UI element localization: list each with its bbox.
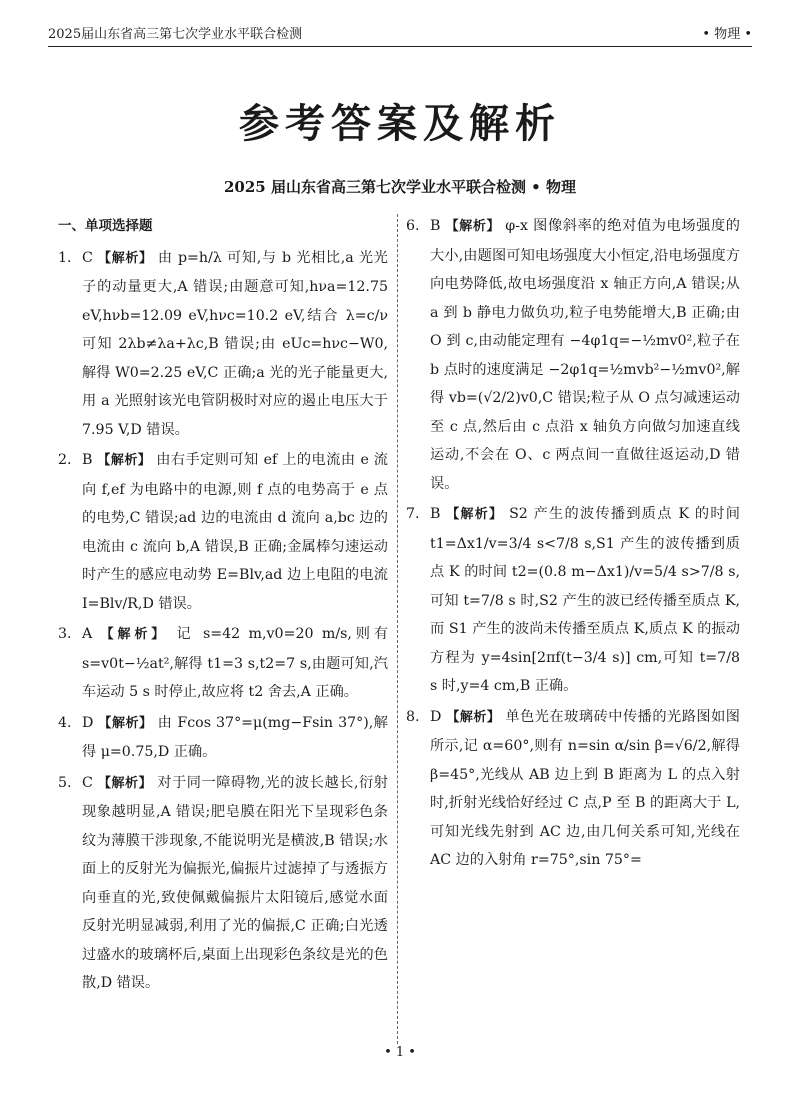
answer-letter: C	[82, 249, 93, 266]
analysis-tag: 【解析】	[97, 775, 153, 791]
question-4	[58, 709, 388, 767]
answer-letter: A	[82, 626, 93, 642]
analysis-tag: 【解析】	[98, 250, 153, 266]
question-number: 4.	[58, 714, 72, 731]
analysis-text: 对于同一障碍物,光的波长越长,衍射现象越明显,A 错误;肥皂膜在阳光下呈现彩色条纹为薄膜干涉现象,不能说明光是横波,B 错误;水面上的反射光为偏振光,偏振片过滤掉了与透振方向垂直的光,致使佩戴偏振片太阳镜后,感觉水面反射光明显减弱,利用了光的偏振,C 正确;白光透过盛水的玻璃杯后,桌面上出现彩色条纹是光的色散,D 错误。	[82, 774, 388, 991]
answer-letter: D	[82, 714, 94, 731]
question-number: 3.	[58, 626, 72, 642]
question-number: 5.	[58, 774, 72, 791]
answer-letter: D	[430, 708, 442, 725]
question-5	[58, 769, 388, 998]
question-number: 8.	[406, 708, 420, 725]
analysis-tag: 【解析】	[445, 219, 501, 234]
question-2	[58, 446, 388, 618]
question-number: 7.	[406, 506, 420, 522]
answer-letter: B	[430, 506, 441, 522]
analysis-tag: 【解析】	[98, 715, 153, 731]
analysis-text: 记 s=42 m,v0=20 m/s,则有 s=v0t−½at²,解得 t1=3 s,t2=7 s,由题可知,汽车运动 5 s 时停止,故应将 t2 舍去,A 正确。	[82, 626, 389, 700]
question-3	[58, 620, 388, 707]
running-header	[48, 14, 752, 47]
right-column	[406, 212, 740, 877]
question-7	[406, 500, 740, 701]
question-number: 6.	[406, 218, 420, 234]
answer-letter: B	[82, 452, 93, 468]
analysis-text: 由 Fcos 37°=μ(mg−Fsin 37°),解得 μ=0.75,D 正确。	[82, 714, 388, 760]
exam-name: 2025届山东省高三第七次学业水平联合检测	[48, 27, 303, 42]
section-heading: 一、单项选择题	[58, 218, 153, 234]
answer-letter: B	[430, 218, 441, 234]
question-1	[58, 244, 388, 445]
analysis-text: 由右手定则可知 ef 上的电流由 e 流向 f,ef 为电路中的电源,则 f 点的电势高于 e 点的电势,C 错误;ad 边的电流由 d 流向 a,bc 边的电流由 c 流向 b,A 错误,B 正确;金属棒匀速运动时产生的感应电动势 E=Blv,ad 边上电阻的电流 I=Blv/R,D 错误。	[82, 452, 388, 612]
column-divider	[397, 214, 398, 1044]
question-number: 2.	[58, 452, 72, 468]
page-title: 参考答案及解析	[239, 101, 561, 147]
subject-label: • 物理 •	[702, 27, 752, 42]
page-number: • 1 •	[384, 1045, 416, 1060]
analysis-tag: 【解析】	[446, 507, 504, 522]
analysis-text: S2 产生的波传播到质点 K 的时间 t1=Δx1/v=3/4 s<7/8 s,S1 产生的波传播到质点 K 的时间 t2=(0.8 m−Δx1)/v=5/4 s>7/8 s,可知 t=7/8 s 时,S2 产生的波已经传播至质点 K,而 S1 产生的波尚未传播至质点 K,质点 K 的振动方程为 y=4sin[2πf(t−3/4 s)] cm,可知 t=7/8 s 时,y=4 cm,B 正确。	[430, 506, 740, 694]
question-8	[406, 703, 740, 875]
analysis-text: 单色光在玻璃砖中传播的光路图如图所示,记 α=60°,则有 n=sin α/sin β=√6/2,解得 β=45°,光线从 AB 边上到 B 距离为 L 的点入射时,折射光线恰好经过 C 点,P 至 B 的距离大于 L,可知光线先射到 AC 边,由几何关系可知,光线在 AC 边的入射角 r=75°,sin 75°=	[430, 708, 740, 868]
analysis-text: 由 p=h/λ 可知,与 b 光相比,a 光光子的动量更大,A 错误;由题意可知,hνa=12.75 eV,hνb=12.09 eV,hνc=10.2 eV,结合 λ=c/ν 可知 2λb≠λa+λc,B 错误;由 eUc=hνc−W0,解得 W0=2.25 eV,C 正确;a 光的光子能量更大,用 a 光照射该光电管阴极时对应的遏止电压大于 7.95 V,D 错误。	[82, 249, 388, 438]
page-subtitle: 2025 届山东省高三第七次学业水平联合检测 • 物理	[223, 178, 576, 196]
analysis-tag: 【解析】	[97, 453, 152, 468]
question-6	[406, 212, 740, 498]
analysis-tag: 【解析】	[446, 709, 501, 725]
left-column	[58, 212, 388, 1000]
analysis-tag: 【解析】	[100, 627, 169, 642]
answer-letter: C	[82, 774, 93, 791]
analysis-text: φ-x 图像斜率的绝对值为电场强度的大小,由题图可知电场强度大小恒定,沿电场强度方向电势降低,故电场强度沿 x 轴正方向,A 错误;从 a 到 b 静电力做负功,粒子电势能增大,B 正确;由 O 到 c,由动能定理有 −4φ1q=−½mv0²,粒子在 b 点时的速度满足 −2φ1q=½mvb²−½mv0²,解得 vb=(√2/2)v0,C 错误;粒子从 O 点匀减速运动至 c 点,然后由 c 点沿 x 轴负方向做匀加速直线运动,不会在 O、c 两点间一直做往返运动,D 错误。	[430, 218, 740, 492]
question-number: 1.	[58, 249, 72, 266]
